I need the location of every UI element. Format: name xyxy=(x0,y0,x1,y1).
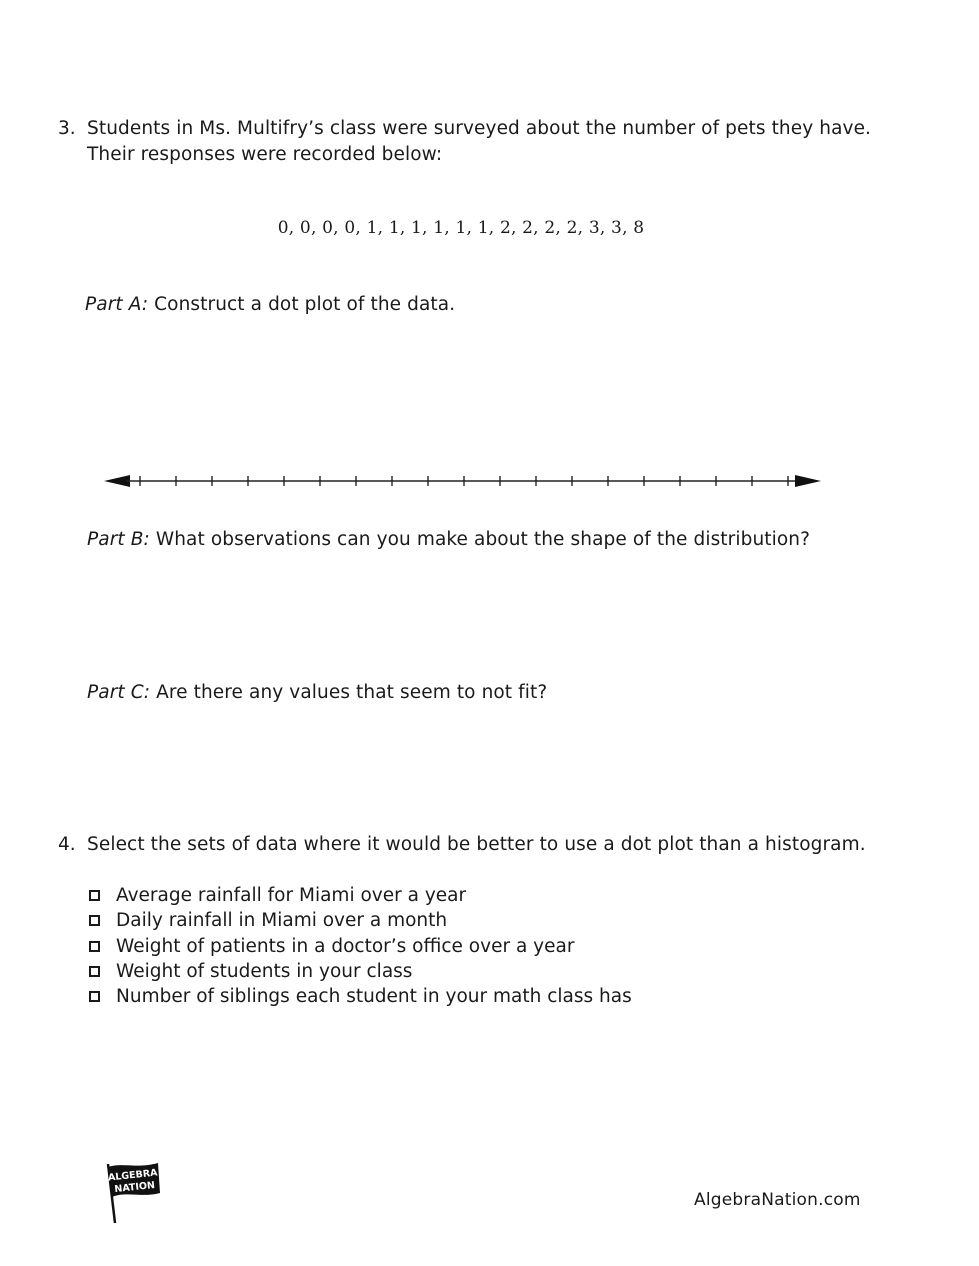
option-label: Weight of students in your class xyxy=(116,961,413,983)
logo-text-line-1: ALGEBRA xyxy=(107,1167,158,1184)
option-item[interactable] xyxy=(87,959,632,984)
option-item[interactable] xyxy=(87,934,632,959)
logo-text-line-2: NATION xyxy=(113,1179,156,1196)
question-3-line-2: Their responses were recorded below: xyxy=(87,144,443,165)
option-item[interactable] xyxy=(87,984,632,1009)
part-a-prompt xyxy=(85,292,455,318)
option-item[interactable] xyxy=(87,908,632,933)
part-c-text: Are there any values that seem to not fit? xyxy=(156,682,548,703)
checkbox[interactable] xyxy=(89,915,100,926)
question-3-number: 3. xyxy=(58,118,76,139)
number-line xyxy=(100,468,825,494)
question-3-line-1: Students in Ms. Multifry’s class were surveyed about the number of pets they have. xyxy=(87,118,872,139)
checkbox[interactable] xyxy=(89,991,100,1002)
part-a-text: Construct a dot plot of the data. xyxy=(154,294,456,315)
question-4-text: Select the sets of data where it would be better to use a dot plot than a histogram. xyxy=(87,834,866,855)
option-label: Average rainfall for Miami over a year xyxy=(116,885,467,907)
option-item[interactable] xyxy=(87,883,632,908)
part-c-label: Part C: xyxy=(87,682,151,703)
pets-data-values: 0, 0, 0, 0, 1, 1, 1, 1, 1, 1, 2, 2, 2, 2, 3, 3, 8 xyxy=(277,218,645,238)
question-4-number: 4. xyxy=(58,834,76,855)
part-c-prompt xyxy=(87,680,547,706)
part-b-prompt xyxy=(87,527,810,553)
part-a-label: Part A: xyxy=(85,294,149,315)
part-b-label: Part B: xyxy=(87,529,150,550)
option-label: Weight of patients in a doctor’s office over a year xyxy=(116,935,575,957)
question-3-text xyxy=(87,116,871,168)
checkbox[interactable] xyxy=(89,890,100,901)
option-label: Number of siblings each student in your math class has xyxy=(116,986,632,1008)
algebra-nation-logo xyxy=(102,1160,164,1226)
footer-website[interactable]: AlgebraNation.com xyxy=(694,1190,861,1210)
checkbox[interactable] xyxy=(89,966,100,977)
question-4-options xyxy=(87,883,632,1009)
checkbox[interactable] xyxy=(89,941,100,952)
right-arrow-icon xyxy=(795,475,821,487)
option-label: Daily rainfall in Miami over a month xyxy=(116,910,448,932)
part-b-text: What observations can you make about the shape of the distribution? xyxy=(155,529,811,550)
